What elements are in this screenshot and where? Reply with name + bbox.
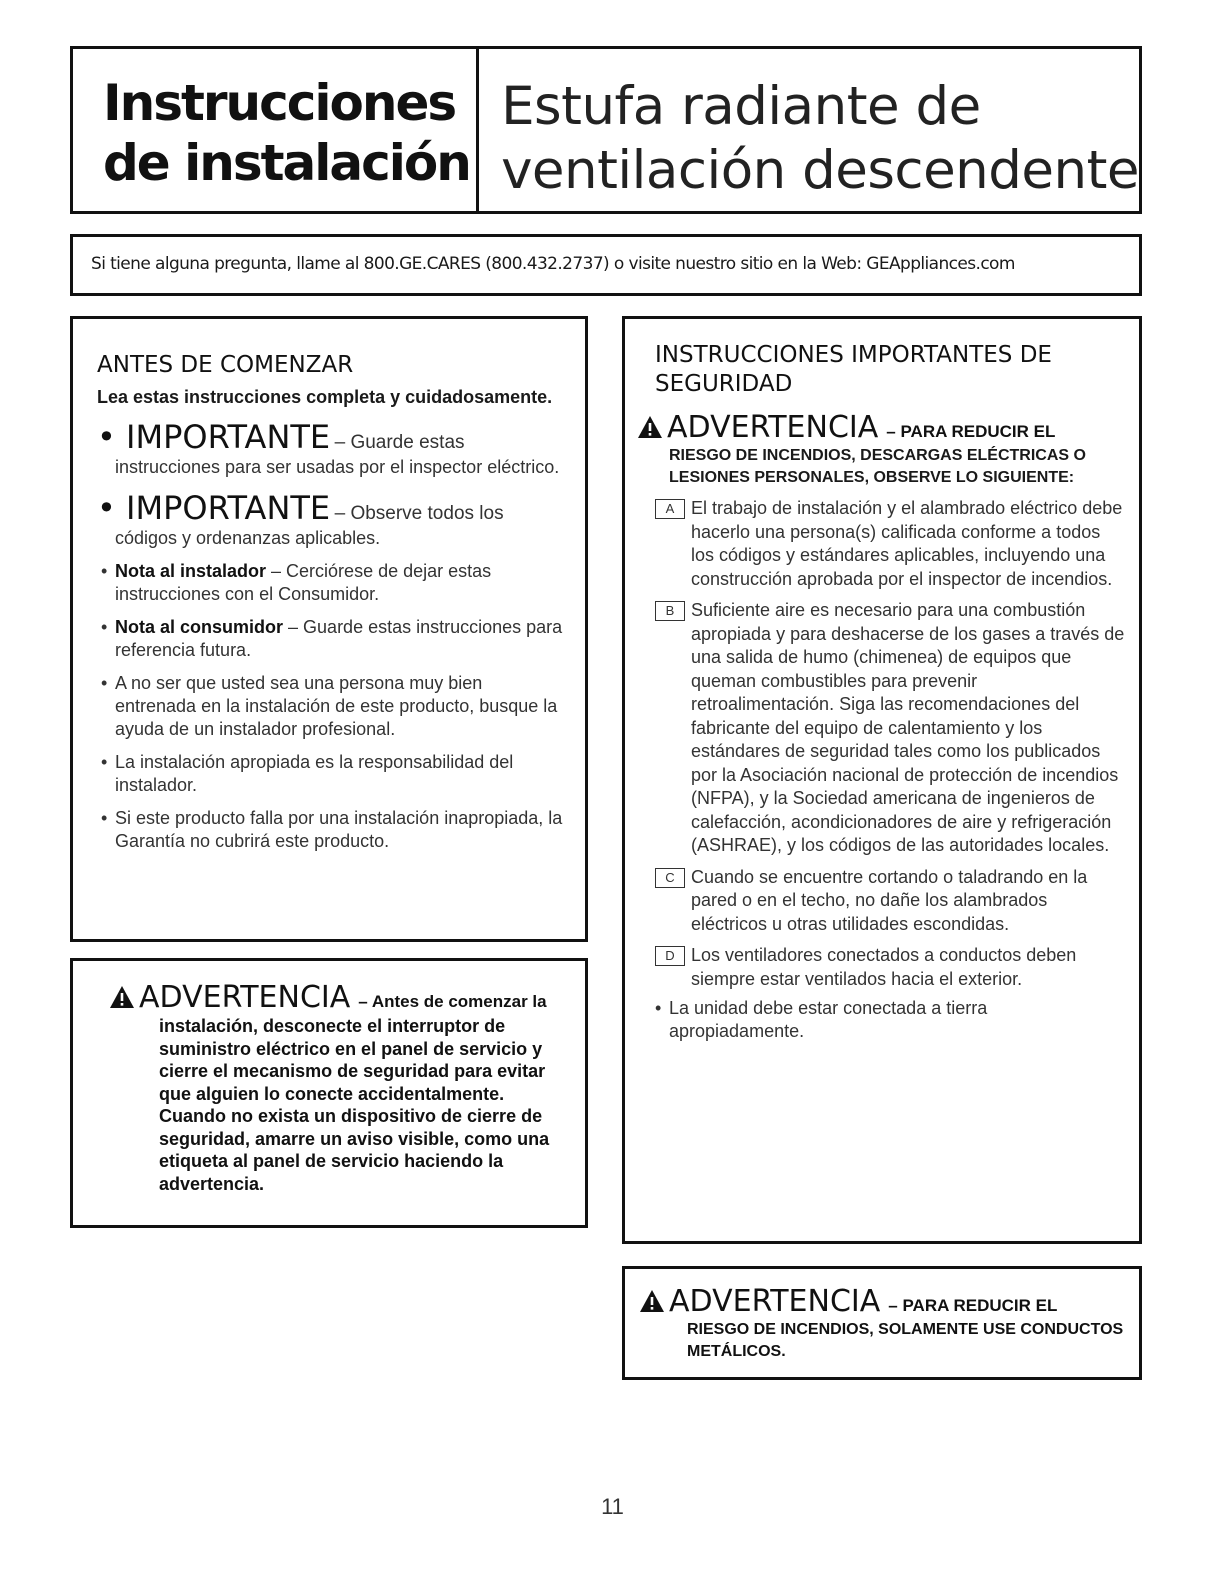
- page-number: 11: [601, 1494, 624, 1519]
- grounding-bullet: • La unidad debe estar conectada a tierra apropiadamente.: [655, 998, 988, 1041]
- header-box: [70, 46, 1142, 214]
- before-you-begin-section: [70, 316, 588, 942]
- before-subtitle: Lea estas instrucciones completa y cuidadosamente.: [97, 387, 553, 407]
- safety-warning-tail: – PARA REDUCIR EL: [886, 422, 1056, 441]
- bullet-item: • Nota al instalador – Cerciórese de dejar estas instrucciones con el Consumidor.: [101, 561, 492, 604]
- contact-bar: [70, 234, 1142, 296]
- header-left: [73, 49, 479, 211]
- letter-box: C: [655, 868, 685, 888]
- warning-heading: [109, 981, 569, 1015]
- warning-body: instalación, desconecte el interruptor de suministro eléctrico en el panel de servicio y cierre el mecanismo de seguridad para evitar que alguien lo conecte accidentalmente. Cuando no exista un dispositivo de cierre de seguridad, amarre un aviso visible, como una etiqueta al panel de servicio haciendo la advertencia.: [159, 1016, 550, 1194]
- bullet-item: • A no ser que usted sea una persona muy bien entrenada en la instalación de este producto, busque la ayuda de un instalador profesional.: [101, 673, 558, 739]
- warning-metal-ducts-box: [622, 1266, 1142, 1380]
- header-right: [479, 49, 1139, 211]
- important-2-word: IMPORTANTE: [126, 489, 331, 527]
- safety-title: INSTRUCCIONES IMPORTANTES DE SEGURIDAD: [655, 342, 1052, 397]
- safety-item-text: Cuando se encuentre cortando o taladrando en la pared o en el techo, no dañe los alambrados eléctricos u otras utilidades escondidas.: [691, 866, 1088, 934]
- letter-box: D: [655, 946, 685, 966]
- warning-heading: [639, 1285, 1129, 1319]
- contact-text: Si tiene alguna pregunta, llame al 800.GE.CARES (800.432.2737) o visite nuestro sitio en la Web: GEAppliances.com: [91, 254, 1015, 274]
- safety-item-text: Suficiente aire es necesario para una combustión apropiada y para deshacerse de los gases a través de una salida de humo (chimenea) de equipos que queman combustibles para prevenir retroalimentación. Siga las recomendaciones del fabricante del equipo de calentamiento y los estándares de seguridad tales como los publicados por la Asociación nacional de protección de incendios (NFPA), y la Sociedad americana de ingenieros de calefacción, acondicionadores de aire y refrigeración (ASHRAE), y los códigos de las autoridades locales.: [691, 600, 1125, 855]
- important-1-rest: – Guarde estas: [334, 432, 465, 453]
- bullet-item: • Si este producto falla por una instalación inapropiada, la Garantía no cubrirá este producto.: [101, 808, 563, 851]
- letter-box: A: [655, 499, 685, 519]
- header-product-line1: Estufa radiante de: [501, 76, 981, 137]
- warning-word: ADVERTENCIA: [669, 1284, 881, 1319]
- safety-warning-word: ADVERTENCIA: [667, 410, 879, 445]
- bullet-item: • Nota al consumidor – Guarde estas instrucciones para referencia futura.: [101, 617, 563, 660]
- letter-box: B: [655, 601, 685, 621]
- safety-item-text: Los ventiladores conectados a conductos deben siempre estar ventilados hacia el exterior.: [691, 945, 1077, 989]
- safety-warning: [637, 411, 1125, 489]
- important-1: • IMPORTANTE – Guarde estas: [97, 418, 465, 456]
- safety-item-a: [655, 497, 1125, 591]
- safety-item-b: [655, 599, 1125, 858]
- before-title: ANTES DE COMENZAR: [97, 352, 354, 378]
- bullet-item: • La instalación apropiada es la responsabilidad del instalador.: [101, 752, 514, 795]
- warning-triangle-icon: [637, 415, 663, 439]
- important-2-body: códigos y ordenanzas aplicables.: [115, 528, 381, 548]
- warning-body: RIESGO DE INCENDIOS, SOLAMENTE USE CONDUCTOS METÁLICOS.: [687, 1321, 1124, 1360]
- safety-item-text: El trabajo de instalación y el alambrado eléctrico debe hacerlo una persona(s) calificada conforme a todos los códigos y estándares aplicables, incluyendo una construcción aprobada por el inspector de incendios.: [691, 498, 1123, 589]
- important-2-rest: – Observe todos los: [334, 503, 504, 524]
- safety-warning-heading: [637, 411, 1125, 445]
- warning-tail: – Antes de comenzar la: [358, 992, 547, 1011]
- warning-power-box: [70, 958, 588, 1228]
- safety-item-c: [655, 866, 1125, 937]
- warning-tail: – PARA REDUCIR EL: [888, 1296, 1058, 1315]
- important-2: • IMPORTANTE – Observe todos los: [97, 489, 504, 527]
- important-1-word: IMPORTANTE: [126, 418, 331, 456]
- safety-warning-body: RIESGO DE INCENDIOS, DESCARGAS ELÉCTRICAS O LESIONES PERSONALES, OBSERVE LO SIGUIENTE:: [669, 447, 1086, 486]
- safety-instructions-section: [622, 316, 1142, 1244]
- warning-triangle-icon: [109, 985, 135, 1009]
- header-title-line2: de instalación: [103, 134, 470, 192]
- warning-word: ADVERTENCIA: [139, 980, 351, 1015]
- important-1-body: instrucciones para ser usadas por el inspector eléctrico.: [115, 457, 560, 477]
- safety-item-d: [655, 944, 1125, 991]
- header-product-line2: ventilación descendente: [501, 140, 1139, 201]
- warning-triangle-icon: [639, 1289, 665, 1313]
- header-title-line1: Instrucciones: [103, 74, 456, 132]
